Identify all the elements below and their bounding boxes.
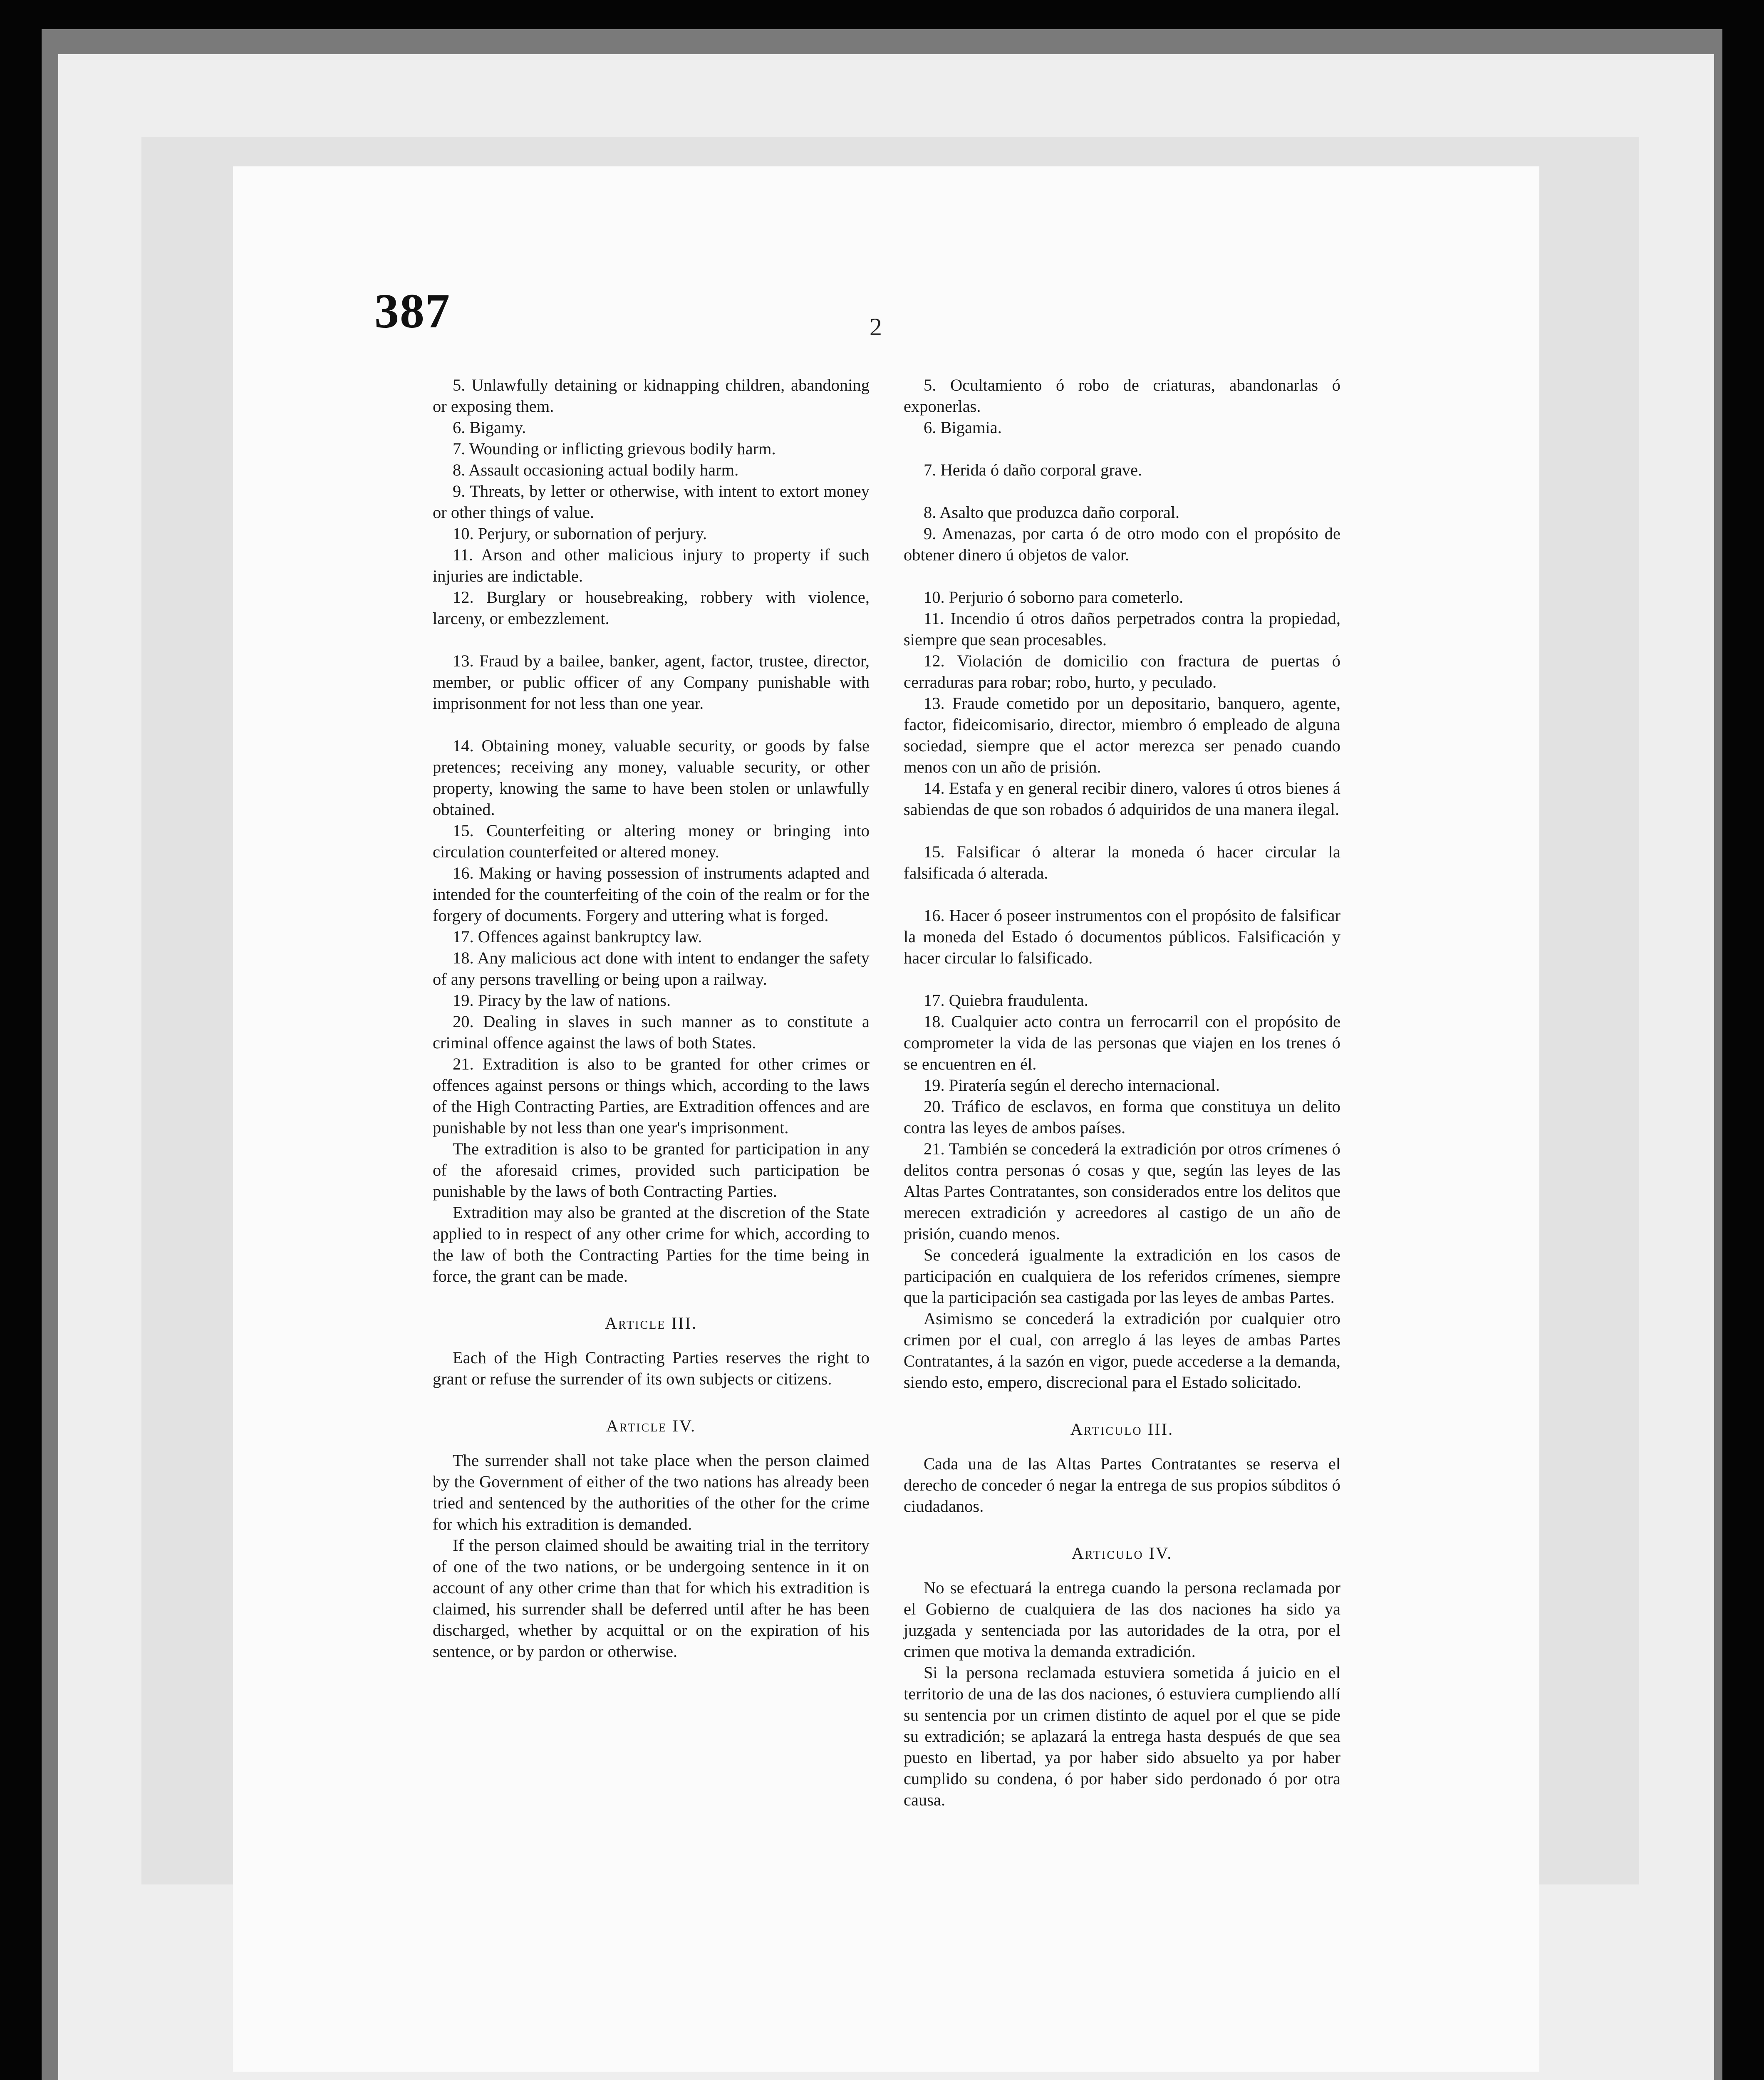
en-article-4-heading: Article IV. (606, 1416, 696, 1435)
en-clause-19: 19. Piracy by the law of nations. (453, 991, 671, 1010)
en-clause-10: 10. Perjury, or subornation of perjury. (453, 524, 707, 543)
en-clause-5: 5. Unlawfully detaining or kidnapping children, abandoning or exposing them. (433, 376, 870, 416)
es-clause-15: 15. Falsificar ó alterar la moneda ó hacer circular la falsificada ó alterada. (904, 842, 1340, 882)
es-clause-11: 11. Incendio ú otros daños perpetrados contra la propiedad, siempre que sean procesables. (904, 609, 1340, 649)
spanish-column (904, 374, 1340, 1810)
en-participation-paragraph: The extradition is also to be granted for participation in any of the aforesaid crimes, provided such participation be punishable by the laws of both Contracting Parties. (433, 1139, 870, 1201)
en-article-3-text: Each of the High Contracting Parties reserves the right to grant or refuse the surrender of its own subjects or citizens. (433, 1348, 870, 1388)
en-article-4-paragraph-2: If the person claimed should be awaiting trial in the territory of one of the two nations, or be undergoing sentence in it on account of any other crime than that for which his extradition is claimed, his surrender shall be deferred until after he has been discharged, whether by acquittal or on the expiration of his sentence, or by pardon or otherwise. (433, 1536, 870, 1661)
es-article-4-paragraph-1: No se efectuará la entrega cuando la persona reclamada por el Gobierno de cualquiera de las dos naciones ha sido ya juzgada y sentenciada por las autoridades de la otra, por el crimen que motiva la demanda extradición. (904, 1578, 1340, 1661)
en-clause-20: 20. Dealing in slaves in such manner as to constitute a criminal offence against the laws of both States. (433, 1012, 870, 1052)
en-clause-21: 21. Extradition is also to be granted for other crimes or offences against persons or things which, according to the laws of the High Contracting Parties, are Extradition offences and are punishable by not less than one year's imprisonment. (433, 1055, 870, 1137)
es-clause-7: 7. Herida ó daño corporal grave. (924, 461, 1142, 479)
es-clause-5: 5. Ocultamiento ó robo de criaturas, abandonarlas ó exponerlas. (904, 376, 1340, 416)
es-clause-18: 18. Cualquier acto contra un ferrocarril con el propósito de comprometer la vida de las personas que viajen en los trenes ó se encuentren en él. (904, 1012, 1340, 1073)
es-clause-17: 17. Quiebra fraudulenta. (924, 991, 1088, 1010)
es-clause-19: 19. Piratería según el derecho internacional. (924, 1076, 1220, 1094)
en-clause-16: 16. Making or having possession of instruments adapted and intended for the counterfeiting of the coin of the realm or for the forgery of documents. Forgery and uttering what is forged. (433, 864, 870, 925)
en-clause-7: 7. Wounding or inflicting grievous bodily harm. (453, 439, 776, 458)
es-clause-6: 6. Bigamia. (924, 418, 1002, 437)
es-clause-12: 12. Violación de domicilio con fractura de puertas ó cerraduras para robar; robo, hurto, y peculado. (904, 651, 1340, 691)
document-page (233, 166, 1539, 2072)
es-clause-9: 9. Amenazas, por carta ó de otro modo con el propósito de obtener dinero ú objetos de valor. (904, 524, 1340, 564)
folio-stamp: 387 (374, 284, 451, 338)
es-article-3-text: Cada una de las Altas Partes Contratantes se reserva el derecho de conceder ó negar la entrega de sus propios súbditos ó ciudadanos. (904, 1454, 1340, 1515)
en-clause-15: 15. Counterfeiting or altering money or bringing into circulation counterfeited or altered money. (433, 821, 870, 861)
es-discretion-paragraph: Asimismo se concederá la extradición por cualquier otro crimen por el cual, con arreglo á las leyes de ambas Partes Contratantes, á la sazón en vigor, puede accederse a la demanda, siendo esto, empero, discrecional para el Estado solicitado. (904, 1309, 1340, 1392)
es-article-4-heading: Articulo IV. (1071, 1544, 1173, 1562)
es-clause-16: 16. Hacer ó poseer instrumentos con el propósito de falsificar la moneda del Estado ó documentos públicos. Falsificación y hacer circular lo falsificado. (904, 906, 1340, 967)
en-clause-8: 8. Assault occasioning actual bodily harm. (453, 461, 739, 479)
es-article-4-paragraph-2: Si la persona reclamada estuviera sometida á juicio en el territorio de una de las dos naciones, ó estuviera cumpliendo allí su sentencia por un crimen distinto de aquel por el que se pide su extradición; se aplazará la entrega hasta después de que sea puesto en libertad, ya por haber sido absuelto ya por haber cumplido su condena, ó por haber sido perdonado ó por otra causa. (904, 1663, 1340, 1809)
en-clause-6: 6. Bigamy. (453, 418, 526, 437)
es-clause-14: 14. Estafa y en general recibir dinero, valores ú otros bienes á sabiendas de que son robados ó adquiridos de una manera ilegal. (904, 779, 1340, 819)
es-clause-13: 13. Fraude cometido por un depositario, banquero, agente, factor, fideicomisario, director, miembro ó empleado de alguna sociedad, siempre que el actor merezca ser penado cuando menos con un año de prisión. (904, 694, 1340, 776)
es-clause-21: 21. También se concederá la extradición por otros crímenes ó delitos contra personas ó cosas y que, según las leyes de las Altas Partes Contratantes, son considerados entre los delitos que merecen extradición y acreedores al castigo de un año de prisión, cuando menos. (904, 1139, 1340, 1243)
en-clause-14: 14. Obtaining money, valuable security, or goods by false pretences; receiving any money, valuable security, or other property, knowing the same to have been stolen or unlawfully obtained. (433, 736, 870, 819)
en-article-4-paragraph-1: The surrender shall not take place when the person claimed by the Government of either of the two nations has already been tried and sentenced by the authorities of the other for the crime for which his extradition is demanded. (433, 1451, 870, 1533)
en-clause-12: 12. Burglary or housebreaking, robbery with violence, larceny, or embezzlement. (433, 588, 870, 628)
page-number: 2 (870, 313, 882, 341)
en-clause-17: 17. Offences against bankruptcy law. (453, 927, 702, 946)
en-discretion-paragraph: Extradition may also be granted at the discretion of the State applied to in respect of any other crime for which, according to the law of both the Contracting Parties for the time being in force, the grant can be made. (433, 1203, 870, 1285)
en-clause-11: 11. Arson and other malicious injury to property if such injuries are indictable. (433, 545, 870, 585)
en-clause-9: 9. Threats, by letter or otherwise, with intent to extort money or other things of value. (433, 482, 870, 522)
es-participation-paragraph: Se concederá igualmente la extradición en los casos de participación en cualquiera de los referidos crímenes, siempre que la participación sea castigada por las leyes de ambas Partes. (904, 1246, 1340, 1307)
es-article-3-heading: Articulo III. (1070, 1420, 1174, 1439)
en-clause-13: 13. Fraud by a bailee, banker, agent, factor, trustee, director, member, or public officer of any Company punishable with imprisonment for not less than one year. (433, 651, 870, 713)
es-clause-20: 20. Tráfico de esclavos, en forma que constituya un delito contra las leyes de ambos países. (904, 1097, 1340, 1137)
en-article-3-heading: Article III. (605, 1314, 698, 1332)
es-clause-8: 8. Asalto que produzca daño corporal. (924, 503, 1180, 522)
english-column (433, 374, 870, 1662)
es-clause-10: 10. Perjurio ó soborno para cometerlo. (924, 588, 1184, 607)
en-clause-18: 18. Any malicious act done with intent to endanger the safety of any persons travelling or being upon a railway. (433, 948, 870, 988)
